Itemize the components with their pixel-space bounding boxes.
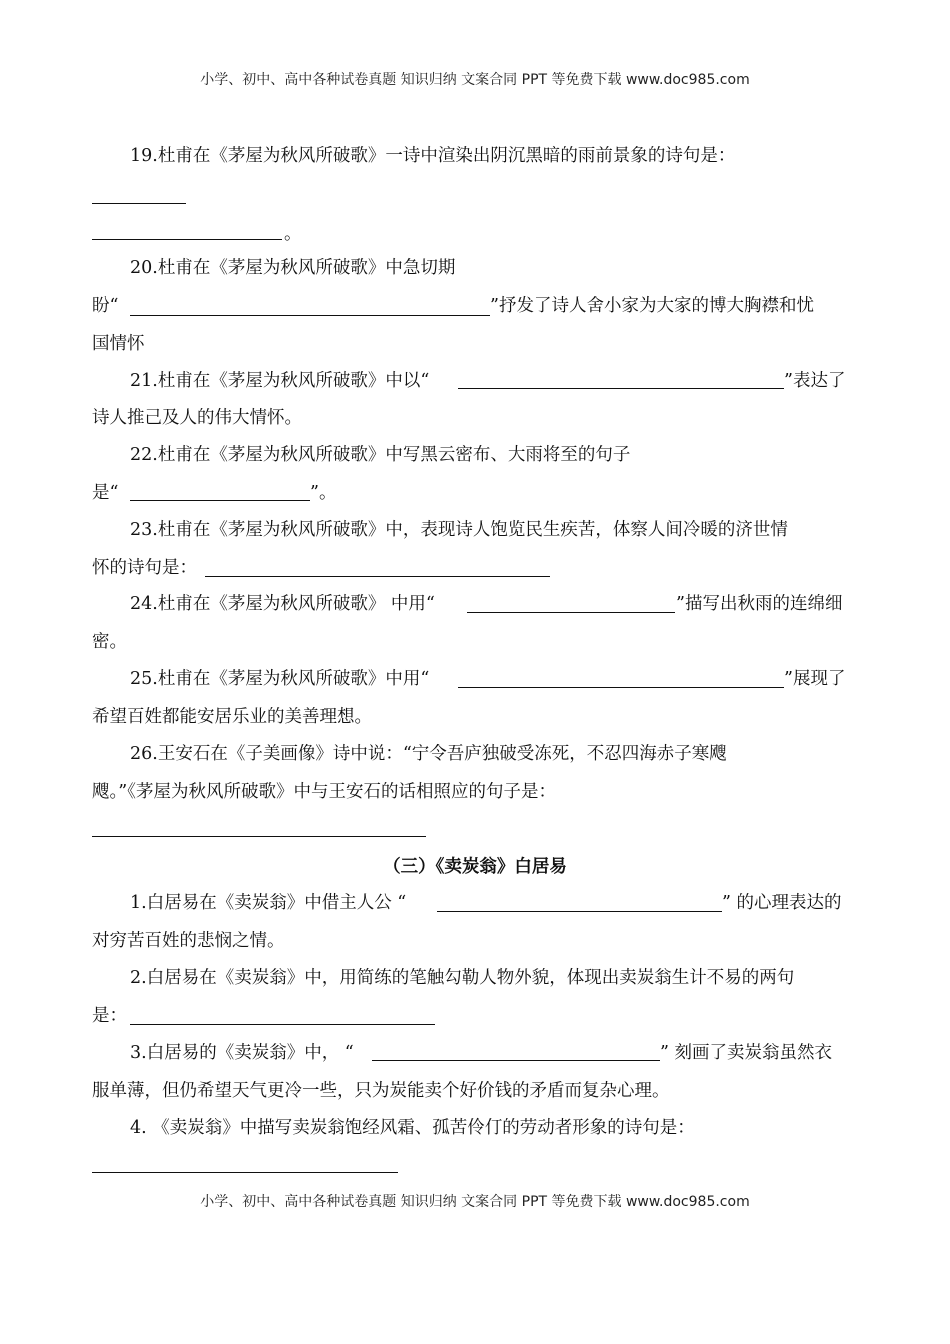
section-heading: （三）《卖炭翁》白居易 xyxy=(383,857,567,877)
s3-answer-blank[interactable] xyxy=(372,1060,660,1061)
q24-pre: 24.杜甫在《茅屋为秋风所破歌》 中用“ xyxy=(130,594,435,614)
q19-end: 。 xyxy=(284,224,302,244)
q26-line2: 飕。”《茅屋为秋风所破歌》中与王安石的话相照应的句子是： xyxy=(92,782,556,802)
q20-pre: 盼“ xyxy=(92,296,119,316)
q26-answer-blank[interactable] xyxy=(92,836,426,837)
s2-text: 2.白居易在《卖炭翁》中，用简练的笔触勾勒人物外貌，体现出卖炭翁生计不易的两句 xyxy=(130,968,795,988)
s1-answer-blank[interactable] xyxy=(437,911,722,912)
q24-line2: 密。 xyxy=(92,632,127,652)
s2-pre: 是： xyxy=(92,1006,127,1026)
q25-answer-blank[interactable] xyxy=(458,687,784,688)
q23-answer-blank[interactable] xyxy=(205,576,550,577)
q21-line2: 诗人推己及人的伟大情怀。 xyxy=(92,408,302,428)
q25-pre: 25.杜甫在《茅屋为秋风所破歌》中用“ xyxy=(130,669,430,689)
q19-answer-blank-2[interactable] xyxy=(92,239,282,240)
s3-post: ” 刻画了卖炭翁虽然衣 xyxy=(660,1043,833,1063)
s1-line2: 对穷苦百姓的悲悯之情。 xyxy=(92,931,285,951)
q21-answer-blank[interactable] xyxy=(458,388,784,389)
q20-post: ”抒发了诗人舍小家为大家的博大胸襟和忧 xyxy=(490,296,814,316)
page-header: 小学、初中、高中各种试卷真题 知识归纳 文案合同 PPT 等免费下载 www.doc985.com xyxy=(200,72,750,88)
q24-post: ”描写出秋雨的连绵细 xyxy=(676,594,843,614)
q23-text: 23.杜甫在《茅屋为秋风所破歌》中，表现诗人饱览民生疾苦，体察人间冷暖的济世情 xyxy=(130,520,788,540)
q25-line2: 希望百姓都能安居乐业的美善理想。 xyxy=(92,707,372,727)
q22-text: 22.杜甫在《茅屋为秋风所破歌》中写黑云密布、大雨将至的句子 xyxy=(130,445,631,465)
s4-text: 4. 《卖炭翁》中描写卖炭翁饱经风霜、孤苦伶仃的劳动者形象的诗句是： xyxy=(130,1118,695,1138)
q20-answer-blank[interactable] xyxy=(130,315,490,316)
q21-pre: 21.杜甫在《茅屋为秋风所破歌》中以“ xyxy=(130,371,430,391)
q23-pre: 怀的诗句是： xyxy=(92,558,197,578)
q20-line3: 国情怀 xyxy=(92,334,145,354)
q20-text: 20.杜甫在《茅屋为秋风所破歌》中急切期 xyxy=(130,258,456,278)
q24-answer-blank[interactable] xyxy=(467,612,675,613)
s1-pre: 1.白居易在《卖炭翁》中借主人公 “ xyxy=(130,893,407,913)
s3-line2: 服单薄，但仍希望天气更冷一些，只为炭能卖个好价钱的矛盾而复杂心理。 xyxy=(92,1081,670,1101)
s2-answer-blank[interactable] xyxy=(130,1024,435,1025)
q21-post: ”表达了 xyxy=(784,371,846,391)
q25-post: ”展现了 xyxy=(784,669,846,689)
q19-text: 19.杜甫在《茅屋为秋风所破歌》一诗中渲染出阴沉黑暗的雨前景象的诗句是： xyxy=(130,146,736,166)
q22-pre: 是“ xyxy=(92,483,119,503)
q19-answer-blank-1[interactable] xyxy=(92,203,186,204)
s1-post: ” 的心理表达的 xyxy=(722,893,842,913)
page-footer: 小学、初中、高中各种试卷真题 知识归纳 文案合同 PPT 等免费下载 www.doc985.com xyxy=(200,1194,750,1210)
q22-post: ”。 xyxy=(310,483,337,503)
s3-pre: 3.白居易的《卖炭翁》中， “ xyxy=(130,1043,354,1063)
q22-answer-blank[interactable] xyxy=(130,500,310,501)
q26-text: 26.王安石在《子美画像》诗中说：“宁令吾庐独破受冻死，不忍四海赤子寒飕 xyxy=(130,744,727,764)
s4-answer-blank[interactable] xyxy=(92,1172,398,1173)
